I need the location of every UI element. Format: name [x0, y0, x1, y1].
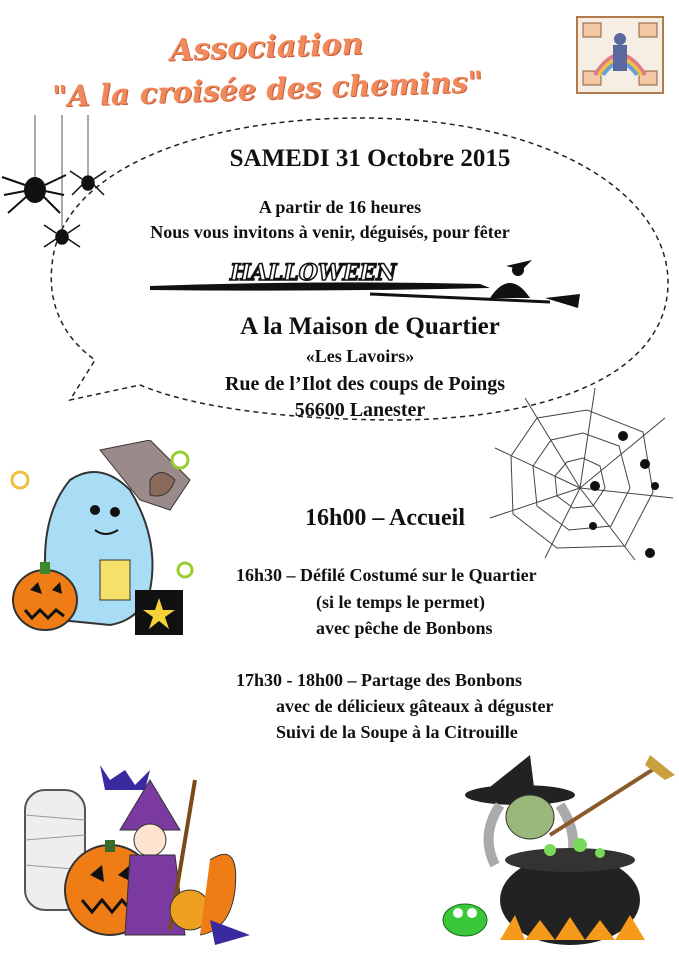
venue-city: 56600 Lanester: [294, 399, 426, 421]
costumed-kids-icon: [10, 760, 260, 950]
witch-cauldron-icon: [440, 755, 675, 950]
association-name: "A la croisée des chemins": [51, 64, 484, 114]
halloween-banner: [150, 258, 580, 318]
event-start: A partir de 16 heures: [258, 197, 422, 217]
venue-street: Rue de l’Ilot des coups de Poings: [224, 373, 506, 395]
program-share: 17h30 - 18h00 – Partage des Bonbons: [236, 670, 523, 690]
ghost-pumpkin-icon: [0, 440, 200, 650]
venue-subtitle: «Les Lavoirs»: [305, 346, 415, 366]
program-share-soup: Suivi de la Soupe à la Citrouille: [276, 722, 518, 742]
program-welcome: 16h00 – Accueil: [305, 505, 465, 531]
hanging-spider-icon: [0, 115, 120, 255]
association-label: Association: [169, 26, 364, 69]
event-invite: Nous vous invitons à venir, déguisés, pour fêter: [150, 222, 510, 242]
program-parade-note: (si le temps le permet): [316, 592, 485, 612]
venue-name: A la Maison de Quartier: [240, 313, 500, 340]
halloween-word: HALLOWEEN: [230, 260, 397, 286]
program-share-cakes: avec de délicieux gâteaux à déguster: [276, 696, 554, 716]
event-date: SAMEDI 31 Octobre 2015: [229, 145, 511, 172]
program-parade-extra: avec pêche de Bonbons: [316, 618, 493, 638]
program-parade: 16h30 – Défilé Costumé sur le Quartier: [236, 565, 537, 585]
crossroads-logo-icon: [575, 15, 665, 95]
spider-web-icon: [485, 388, 675, 563]
